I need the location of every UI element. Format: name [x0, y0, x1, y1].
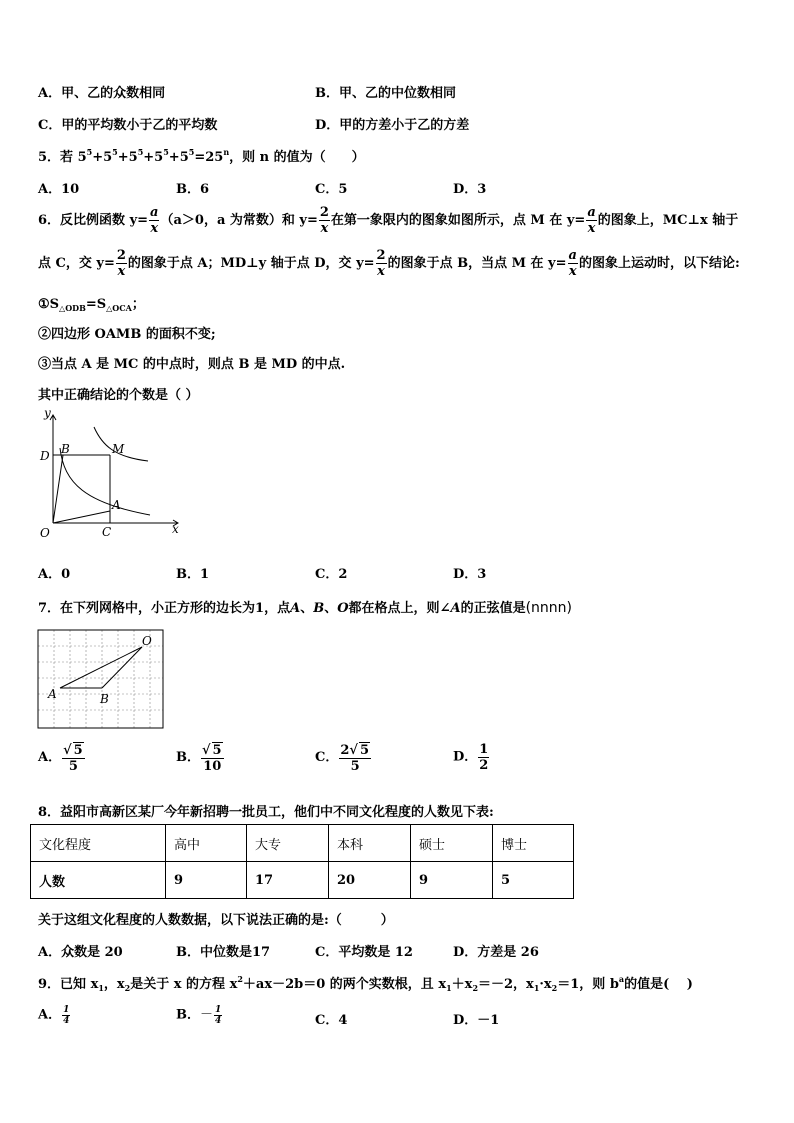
q9-sub-1: 1: [98, 983, 104, 993]
frac-num: 2: [116, 248, 126, 263]
q9-sub-2c: 2: [551, 983, 558, 993]
minus-sign: －: [200, 1007, 214, 1023]
q6-option-b: B．1: [176, 567, 210, 582]
sqrt-arg: 5: [212, 743, 222, 758]
frac-num: 2: [319, 205, 329, 220]
table-cell: 17: [247, 862, 329, 899]
frac-den: 5: [68, 759, 78, 774]
q6-figure: [30, 405, 190, 545]
q6-frac-2-over-x: [319, 205, 330, 236]
frac-num: 1: [215, 1005, 222, 1015]
q5-option-b: B．6: [176, 182, 210, 197]
q6-text-2c: 的图象于点 B，当点 M 在 y=: [387, 256, 567, 271]
frac-den: x: [377, 264, 385, 279]
q6-text-2b: 的图象于点 A；MD⊥y 轴于点 D，交 y=: [127, 256, 375, 271]
label-a: A: [48, 687, 57, 701]
q6-conclusion-3: ③当点 A 是 MC 的中点时，则点 B 是 MD 的中点.: [38, 357, 346, 372]
table-cell: 文化程度: [31, 825, 166, 862]
table-cell: 5: [493, 862, 574, 899]
q6-line-2: [38, 248, 740, 279]
q7-text-a: 7．在下列网格中，小正方形的边长为1，点: [38, 601, 291, 616]
q9-option-a: [38, 1005, 71, 1026]
q7-pt-a-2: A: [450, 601, 461, 616]
label-b: B: [61, 442, 70, 456]
q7-option-c: [315, 742, 372, 774]
label-o: O: [142, 634, 152, 648]
table-header-row: [31, 825, 574, 862]
q5-plus-4: +5: [168, 150, 189, 165]
q5-exp-5: 5: [188, 147, 195, 157]
segment-bo: [102, 647, 142, 688]
label-x: x: [172, 522, 179, 536]
option-letter: B．: [176, 750, 200, 765]
q6-frac-2-over-x-c: [376, 248, 387, 279]
frac-num: a: [568, 248, 577, 263]
q7-placeholder: (nnnn): [525, 600, 572, 616]
q8-option-a: A．众数是 20: [38, 945, 123, 960]
q7-pt-a: A: [290, 601, 301, 616]
frac-den: 4: [63, 1016, 70, 1026]
frac-den: 4: [215, 1016, 222, 1026]
q5-exp-1: 5: [86, 147, 93, 157]
q9-a: 9．已知 x: [38, 977, 99, 992]
option-c-value: [339, 742, 371, 774]
segment-ao: [60, 647, 142, 688]
q6-text-1b: （a＞0，a 为常数）和 y=: [160, 213, 318, 228]
option-b-value: [214, 1005, 222, 1026]
q9-sup-a: a: [618, 974, 625, 984]
q6-option-d: D．3: [453, 567, 487, 582]
q7-sep-2: 、: [324, 601, 338, 616]
table-cell: 20: [329, 862, 411, 899]
c1-sub-2: △OCA: [106, 303, 132, 313]
table-cell: 9: [411, 862, 493, 899]
q5-stem: [38, 146, 365, 165]
q7-angle-symbol: ∠: [439, 601, 451, 616]
q6-frac-a-over-x-2: [586, 205, 596, 236]
c1-b: =S: [85, 297, 107, 312]
q5-option-c: C．5: [315, 182, 348, 197]
frac-num: √ 5: [63, 743, 83, 758]
table-cell: 大专: [247, 825, 329, 862]
q9-option-b: [176, 1005, 223, 1026]
label-d: D: [40, 449, 50, 463]
table-cell: 博士: [493, 825, 574, 862]
q9-e: ＋x: [451, 977, 473, 992]
frac-num: a: [587, 205, 596, 220]
q7-sep-1: 、: [300, 601, 314, 616]
q6-text-1c: 在第一象限内的图象如图所示，点 M 在 y=: [330, 213, 586, 228]
label-b: B: [100, 692, 109, 706]
q6-text-2d: 的图象上运动时，以下结论:: [578, 256, 740, 271]
q5-prefix: 5．若 5: [38, 150, 87, 165]
q7-text-c: 的正弦值是: [460, 601, 526, 616]
q6-text-1a: 6．反比例函数 y=: [38, 213, 149, 228]
q5-exp-2: 5: [112, 147, 118, 157]
option-letter: C．: [315, 750, 339, 765]
option-letter: A．: [38, 750, 62, 765]
label-o: O: [40, 526, 50, 540]
coef: 2: [340, 743, 350, 758]
q9-sub-2: 2: [124, 983, 131, 993]
q6-line-1: [38, 205, 738, 236]
q7-text-b: 都在格点上，则: [348, 601, 440, 616]
q9-h: ＝1，则 b: [557, 977, 619, 992]
q9-option-c: C．4: [315, 1013, 348, 1028]
frac-num: 2: [376, 248, 386, 263]
option-letter: D．: [453, 749, 478, 765]
q7-pt-b: B: [313, 601, 325, 616]
q6-frac-a-over-x-3: [568, 248, 578, 279]
q5-plus-1: +5: [92, 150, 113, 165]
q8-option-c: C．平均数是 12: [315, 945, 413, 960]
frac-num: √ 5: [202, 743, 222, 758]
frac-num: 1: [479, 742, 489, 757]
frac-den: x: [320, 221, 329, 236]
c1-a: ①S: [38, 297, 60, 312]
q9-sub-1b: 1: [446, 983, 452, 993]
q7-pt-o: O: [337, 601, 349, 616]
q8-question: 关于这组文化程度的人数数据，以下说法正确的是:（ ）: [38, 913, 394, 928]
frac-num: a: [150, 205, 159, 220]
q9-stem: [38, 973, 693, 992]
frac-den: 10: [203, 759, 222, 774]
q9-b: ，x: [103, 977, 125, 992]
sqrt-arg: 5: [359, 743, 369, 758]
q4-option-c: C．甲的平均数小于乙的平均数: [38, 118, 218, 133]
label-y: y: [44, 406, 51, 420]
q6-option-c: C．2: [315, 567, 348, 582]
q5-exp-3: 5: [137, 147, 144, 157]
q6-option-a: A．0: [38, 567, 71, 582]
q9-option-d: D．－1: [453, 1013, 500, 1028]
q9-sub-1c: 1: [533, 983, 540, 993]
option-a-value: [62, 1005, 70, 1026]
table-cell: 本科: [329, 825, 411, 862]
label-a: A: [112, 498, 121, 512]
option-d-value: [478, 742, 489, 773]
c1-sub-1: △ODB: [59, 303, 86, 313]
frac-den: x: [568, 264, 577, 279]
q5-option-a: A．10: [38, 182, 80, 197]
q8-table: [30, 824, 574, 899]
q9-d: ＋ax－2b＝0 的两个实数根，且 x: [242, 977, 447, 992]
q6-frac-2-over-x-b: [116, 248, 127, 279]
q8-stem: 8．益阳市高新区某厂今年新招聘一批员工，他们中不同文化程度的人数见下表:: [38, 805, 494, 820]
curve-2-over-x: [60, 448, 150, 515]
frac-den: 5: [350, 759, 360, 774]
option-a-value: [62, 742, 85, 774]
q5-suffix: ，则 n 的值为（ ）: [229, 150, 365, 165]
frac-num: 2√ 5: [340, 743, 369, 758]
frac-den: x: [587, 221, 596, 236]
q4-option-a: A．甲、乙的众数相同: [38, 86, 166, 101]
q8-option-d: D．方差是 26: [453, 945, 539, 960]
q6-conclusion-1: [38, 293, 145, 312]
table-cell: 硕士: [411, 825, 493, 862]
table-cell: 9: [166, 862, 247, 899]
q5-plus-3: +5: [143, 150, 164, 165]
table-row: [31, 862, 574, 899]
q7-option-b: [176, 742, 225, 774]
q9-f: ＝－2，x: [478, 977, 534, 992]
q9-i: 的值是( ): [624, 977, 693, 992]
q4-option-b: B．甲、乙的中位数相同: [315, 86, 456, 101]
q9-g: ·x: [539, 977, 552, 992]
frac-den: x: [150, 221, 159, 236]
segment-oa: [53, 511, 110, 523]
label-c: C: [102, 525, 112, 539]
q9-c: 是关于 x 的方程 x: [130, 977, 238, 992]
q5-option-d: D．3: [453, 182, 487, 197]
option-letter: A．: [38, 1007, 62, 1023]
q6-frac-a-over-x: [149, 205, 159, 236]
q6-text-2a: 点 C，交 y=: [38, 256, 115, 271]
segment-ob: [53, 455, 63, 523]
q9-sup-2: 2: [237, 974, 243, 984]
q4-option-d: D．甲的方差小于乙的方差: [315, 118, 470, 133]
option-b-value: [201, 742, 224, 774]
frac-den: 2: [479, 758, 489, 773]
q6-question: 其中正确结论的个数是（ ）: [38, 388, 199, 403]
q6-conclusion-2: ②四边形 OAMB 的面积不变;: [38, 327, 216, 342]
q7-grid-figure: [36, 628, 166, 732]
q7-stem: [38, 597, 572, 616]
q7-option-a: [38, 742, 86, 774]
q6-text-1d: 的图象上，MC⊥x 轴于: [597, 213, 739, 228]
frac-den: x: [117, 264, 126, 279]
c1-c: ；: [131, 297, 145, 312]
q7-option-d: [453, 742, 490, 773]
label-m: M: [112, 442, 125, 456]
q5-plus-2: +5: [117, 150, 138, 165]
q5-exp-4: 5: [163, 147, 169, 157]
table-cell: 人数: [31, 862, 166, 899]
option-letter: B．: [176, 1007, 200, 1023]
q9-sub-2b: 2: [472, 983, 479, 993]
q8-option-b: B．中位数是17: [176, 945, 271, 960]
sqrt-arg: 5: [73, 743, 83, 758]
table-cell: 高中: [166, 825, 247, 862]
q5-tail: =25: [194, 150, 224, 165]
frac-num: 1: [63, 1005, 70, 1015]
q5-exp-n: n: [223, 147, 230, 157]
